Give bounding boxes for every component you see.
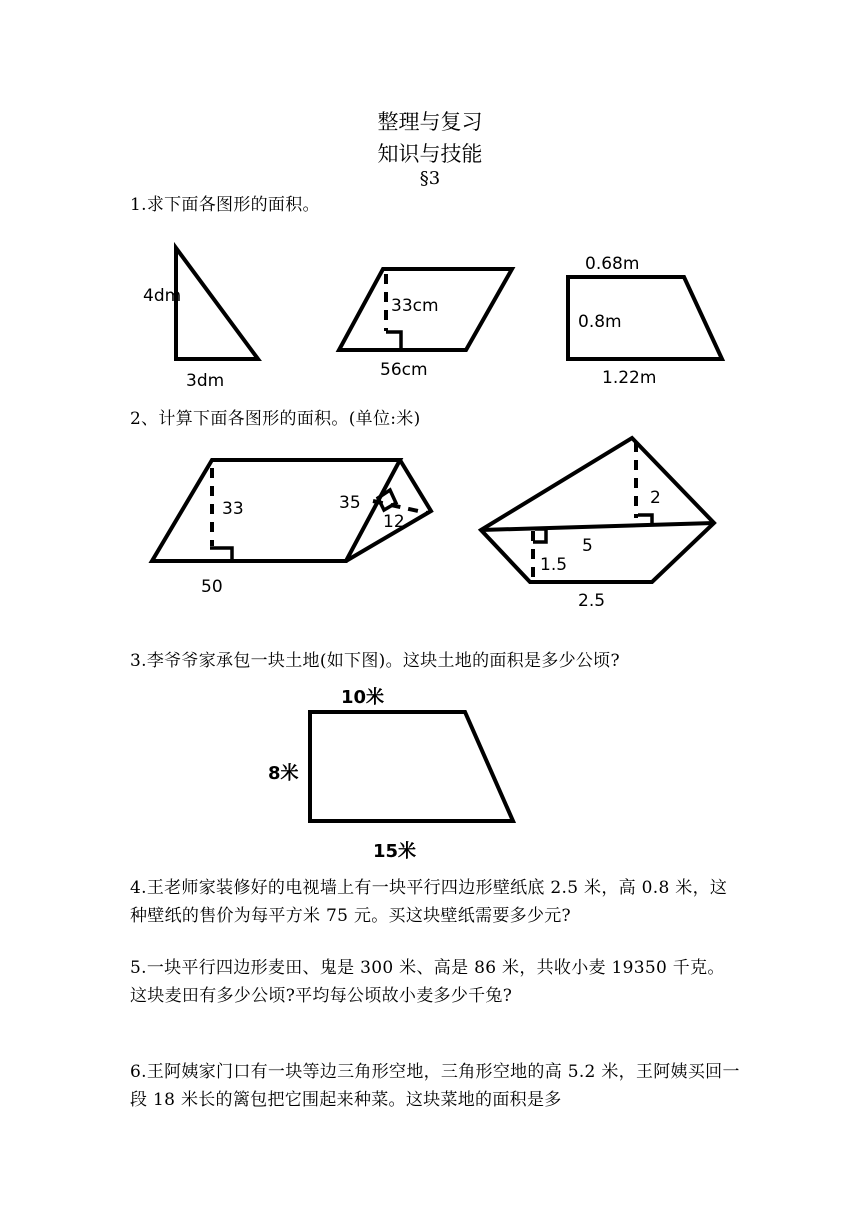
page-subtitle: 知识与技能 bbox=[377, 142, 483, 166]
question-5: 5.一块平行四边形麦田、鬼是 300 米、高是 86 米，共收小麦 19350 千克。这块麦田有多少公顷?平均每公顷故小麦多少千兔? bbox=[130, 958, 725, 1006]
upper-height-label: 2 bbox=[650, 488, 661, 508]
bottom-label: 2.5 bbox=[578, 591, 606, 611]
page-title: 整理与复习 bbox=[377, 110, 483, 134]
triangle-base-label: 3dm bbox=[186, 371, 225, 391]
question-1: 1.求下面各图形的面积。 bbox=[130, 195, 320, 215]
land-top-label: 10米 bbox=[341, 687, 385, 708]
trapezoid-top-label: 0.68m bbox=[585, 254, 640, 274]
quadrilateral-shape bbox=[481, 438, 714, 582]
parallelogram-base-label: 56cm bbox=[380, 360, 428, 380]
question-2: 2、计算下面各图形的面积。(单位:米) bbox=[130, 409, 421, 429]
triangle-height-label: 12 bbox=[383, 512, 405, 532]
land-height-label: 8米 bbox=[268, 763, 299, 784]
trapezoid-height-label: 33 bbox=[222, 499, 244, 519]
diagonal-line bbox=[481, 523, 714, 530]
right-angle-mark bbox=[638, 515, 652, 524]
section-number: §3 bbox=[419, 168, 441, 189]
land-trapezoid-shape bbox=[310, 712, 513, 821]
question-4: 4.王老师家装修好的电视墙上有一块平行四边形壁纸底 2.5 米，高 0.8 米，这种壁纸的售价为每平方米 75 元。买这块壁纸需要多少元? bbox=[130, 878, 728, 926]
right-triangle-shape bbox=[176, 248, 258, 359]
question-6: 6.王阿姨家门口有一块等边三角形空地，三角形空地的高 5.2 米，王阿姨买回一段 18 米长的篱包把它围起来种菜。这块菜地的面积是多 bbox=[130, 1062, 740, 1110]
trapezoid-shape bbox=[152, 460, 400, 561]
right-angle-mark bbox=[386, 332, 401, 348]
land-bottom-label: 15米 bbox=[373, 841, 417, 862]
trapezoid-leg-label: 35 bbox=[339, 493, 361, 513]
trapezoid-height-label: 0.8m bbox=[578, 312, 622, 332]
question-3: 3.李爷爷家承包一块土地(如下图)。这块土地的面积是多少公顷? bbox=[130, 651, 620, 671]
trapezoid-bottom-label: 1.22m bbox=[602, 368, 657, 388]
figure-q2 bbox=[0, 430, 860, 630]
parallelogram-height-label: 33cm bbox=[391, 296, 439, 316]
figure-q3 bbox=[0, 680, 860, 880]
lower-height-label: 1.5 bbox=[540, 555, 568, 575]
trapezoid-base-label: 50 bbox=[201, 577, 223, 597]
diagonal-label: 5 bbox=[582, 536, 593, 556]
triangle-height-label: 4dm bbox=[143, 286, 182, 306]
